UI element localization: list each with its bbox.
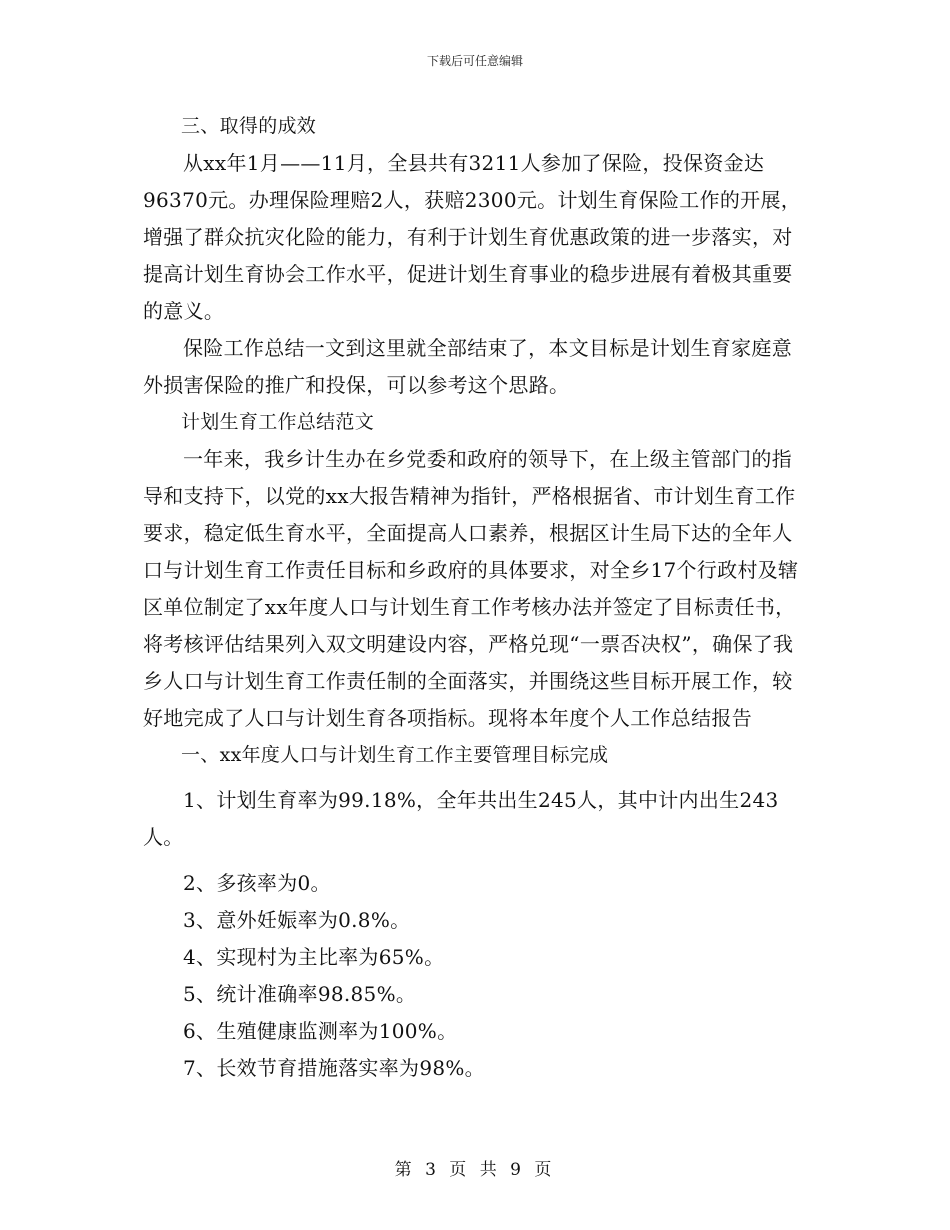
- article-title: 计划生育工作总结范文: [181, 411, 375, 433]
- paragraph-annual-intro: 一年来，我乡计生办在乡党委和政府的领导下，在上级主管部门的指导和支持下，以党的xx大报告精神为指针，严格根据省、市计划生育工作要求，稳定低生育水平，全面提高人口素养，根据区计生局下达的全年人口与计划生育工作责任目标和乡政府的具体要求，对全乡17个行政村及辖区单位制定了xx年度人口与计划生育工作考核办法并签定了目标责任书，将考核评估结果列入双文明建设内容，严格兑现“一票否决权”，确保了我乡人口与计划生育工作责任制的全面落实，并围绕这些目标开展工作，较好地完成了人口与计划生育各项指标。现将本年度个人工作总结报告: [143, 447, 799, 730]
- document-body: [143, 108, 808, 1087]
- page-header-note: 下载后可任意编辑: [426, 54, 523, 68]
- list-item-village-rate: 4、实现村为主比率为65%。: [183, 945, 445, 969]
- page-number: 第 3 页 共 9 页: [394, 1160, 556, 1180]
- paragraph-insurance-conclusion: 保险工作总结一文到这里就全部结束了，本文目标是计划生育家庭意外损害保险的推广和投保，可以参考这个思路。: [143, 336, 792, 397]
- paragraph-insurance-results: 从xx年1月——11月，全县共有3211人参加了保险，投保资金达96370元。办理保险理赔2人，获赔2300元。计划生育保险工作的开展，增强了群众抗灾化险的能力，有利于计划生育优惠政策的进一步落实，对提高计划生育协会工作水平，促进计划生育事业的稳步进展有着极其重要的意义。: [143, 151, 802, 323]
- list-item-birth-rate: 1、计划生育率为99.18%，全年共出生245人，其中计内出生243人。: [143, 788, 779, 849]
- section-heading-results: 三、取得的成效: [181, 115, 317, 137]
- list-item-multi-child-rate: 2、多孩率为0。: [183, 871, 331, 895]
- list-item-unintended-pregnancy-rate: 3、意外妊娠率为0.8%。: [183, 908, 411, 932]
- list-item-contraception-rate: 7、长效节育措施落实率为98%。: [183, 1056, 485, 1080]
- list-item-statistics-accuracy: 5、统计准确率98.85%。: [183, 982, 417, 1006]
- list-item-health-monitoring: 6、生殖健康监测率为100%。: [183, 1019, 458, 1043]
- section-heading-targets: 一、xx年度人口与计划生育工作主要管理目标完成: [181, 744, 609, 766]
